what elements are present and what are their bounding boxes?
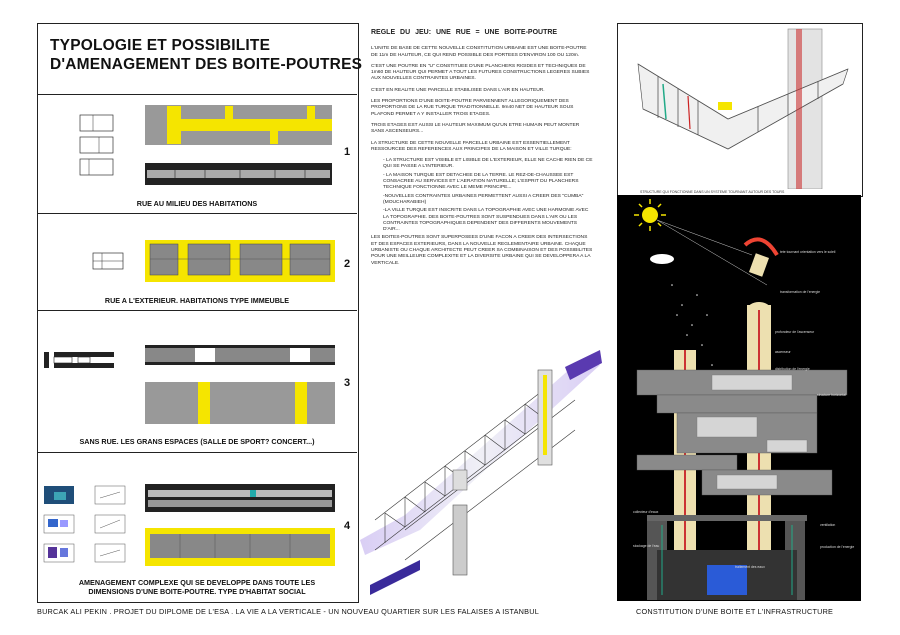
typology-1-drawing bbox=[75, 100, 340, 195]
section-number-3: 3 bbox=[344, 377, 351, 389]
divider-1 bbox=[37, 94, 357, 95]
label-water-collector: collecteur d'eaux bbox=[633, 510, 659, 514]
rules-paragraph: LA STRUCTURE DE CETTE NOUVELLE PARCELLE URBAINE EST ESSENTIELLEMENT RESSOURCEE DES REFERENCES AUX PRINCIPES DE LA MAISON ET VILLE TURQUE: bbox=[371, 140, 572, 152]
page-title: TYPOLOGIE ET POSSIBILITE D'AMENAGEMENT DES BOITE-POUTRES bbox=[50, 37, 363, 73]
label-energy-distribution: distribution de l'energie bbox=[775, 367, 810, 371]
rules-paragraph: TROIS ETAGES EST AUSSI LE HAUTEUR MAXIMUM QU'UN ETRE HUMAIN PEUT MONTER SANS ASCENSEURS... bbox=[371, 122, 580, 135]
rules-paragraph: C'EST UNE POUTRE EN "U" CONSTITUEE D'UNE PLANCHERS RIGIDES ET TECHNIQUES DE 1m60 DE HAUTEUR QUI PERMET A TOUT LES FUTURES CONSTRUCTIONS LEGERES SUBIES AUX NOUVELLES CONTRAINTES URBAINES. bbox=[371, 63, 590, 82]
rules-paragraph: L'UNITE DE BASE DE CETTE NOUVELLE CONSTITUTION URBAINE EST UNE BOITE-POUTRE DE 11m DE HAUTEUR, CE QUI REND POSSIBLE DES PORTEES D'ENVIRON 100 OU 120m. bbox=[371, 46, 587, 58]
label-ventilation: ventilation bbox=[820, 523, 836, 527]
rules-paragraph: C'EST EN REALITE UNE PARCELLE STABILISEE DANS L'AIR EN HAUTEUR. bbox=[371, 87, 545, 93]
label-energy-transform: transformation de l'energie bbox=[780, 290, 821, 294]
rules-heading: REGLE DU JEU: UNE RUE = UNE BOITE-POUTRE bbox=[371, 29, 558, 36]
rules-bullet: -NOUVELLES CONTRAINTES URBAINES PERMETTENT AUSSI A CREER DES "CUMBA" (MOUCHARABIEH) bbox=[383, 193, 584, 205]
label-horizontal-structure: structure horizontal bbox=[817, 393, 846, 397]
section-label-1: RUE AU MILIEU DES HABITATIONS bbox=[136, 199, 258, 208]
rules-bullet: - LA STRUCTURE EST VISIBLE ET LISIBLE DE L'EXTERIEUR, ELLE NE CACHE RIEN DE CE QUI SE PASSE A L'INTERIEUR. bbox=[383, 158, 593, 170]
typology-3-drawing bbox=[40, 340, 340, 430]
footer-credits: BURCAK ALI PEKIN . PROJET DU DIPLOME DE L'ESA . LA VIE A LA VERTICALE - UN NOUVEAU QUARTIER SUR LES FALAISES A ISTANBUL bbox=[37, 607, 539, 616]
beam-perspective-drawing bbox=[360, 345, 610, 600]
rules-bullet: -LA VILLE TURQUE EST INSCRITE DANS LA TOPOGRAPHIE AVEC UNE HARMONIE AVEC LA TOPOGRAPHIE. DES BOITE-POUTRES SONT SUSPENDUES DANS L'AIR OU LES CONTRAINTES TOPOGRAPHIQUES DEPENDENT DES DIFFERENTS MOUVEMENTS D'AIR... bbox=[383, 208, 589, 233]
typology-4-drawing bbox=[40, 482, 340, 572]
rules-paragraph: LES BOITES-POUTRES SONT SUPERPOSEES D'UNE FACON A CREER DES INTERSECTIONS ET DES ESPACES EXTERIEURS, DANS LA NOUVELLE REGLEMENTAIRE URBAINE. CHAQUE URBANISTE OU CHAQUE ARCHITECTE PEUT CREER SA COMBINAISON ET DES POSSIBILITES POUR UNE MEILLEURE COMPLEXITE ET LA DIVERSITE URBAINE QUI SE DEVELOPPERA A LA VERTICALE. bbox=[371, 235, 593, 266]
section-label-3: SANS RUE. LES GRANS ESPACES (SALLE DE SPORT? CONCERT...) bbox=[79, 437, 315, 446]
label-water-storage: stockage de l'eau bbox=[633, 544, 660, 548]
divider-2 bbox=[37, 213, 357, 214]
tower-structure-drawing bbox=[618, 24, 860, 189]
top-caption: STRUCTURE QUI FONCTIONNE DANS UN SYSTEME TOURNANT AUTOUR DES TOURS bbox=[640, 190, 785, 194]
rules-bullet: - LA MAISON TURQUE EST DETACHEE DE LA TERRE. LE REZ-DE-CHAUSSEE EST CONSACREE AU SERVICES ET L'AERATION NATURELLE; L'ESPRIT DU PLANCHERS TECHNIQUE FONCTIONNE AVEC LE MEME PRINCIPE... bbox=[383, 172, 579, 191]
label-energy-production: production de l'energie bbox=[820, 545, 855, 549]
typology-2-drawing bbox=[90, 235, 340, 285]
label-elevator: ascenseur bbox=[775, 350, 791, 354]
section-number-1: 1 bbox=[344, 146, 351, 158]
rules-paragraph: LES PROPORTIONS D'UNE BOITE-POUTRE PARVIENNENT ALLEGORIQUEMENT DES PROPORTIONS DE LA RUE TURQUE TRADITIONNELLE. 9m40 NET DE HAUTEUR SOUS PLAFOND PERMET A Y INSTALLER TROIS ETAGES. bbox=[371, 99, 574, 117]
divider-4 bbox=[37, 452, 357, 453]
infrastructure-section-drawing bbox=[617, 195, 861, 601]
rules-text bbox=[371, 30, 593, 272]
label-water-treatment: traitement des eaux bbox=[735, 565, 765, 569]
divider-3 bbox=[37, 310, 357, 311]
label-rotating-head: tete tournant orientation vers le soleil bbox=[780, 250, 836, 254]
section-number-4: 4 bbox=[344, 520, 351, 532]
section-label-2: RUE A L'EXTERIEUR. HABITATIONS TYPE IMMEUBLE bbox=[104, 296, 290, 305]
label-elevator-depth: profondeur de l'ascenseur bbox=[775, 330, 815, 334]
section-label-4: AMENAGEMENT COMPLEXE QUI SE DEVELOPPE DANS TOUTE LES DIMENSIONS D'UNE BOITE-POUTRE. TYPE D'HABITAT SOCIAL bbox=[78, 578, 316, 596]
footer-caption: CONSTITUTION D'UNE BOITE ET L'INFRASTRUCTURE bbox=[636, 607, 834, 616]
section-number-2: 2 bbox=[344, 258, 351, 270]
